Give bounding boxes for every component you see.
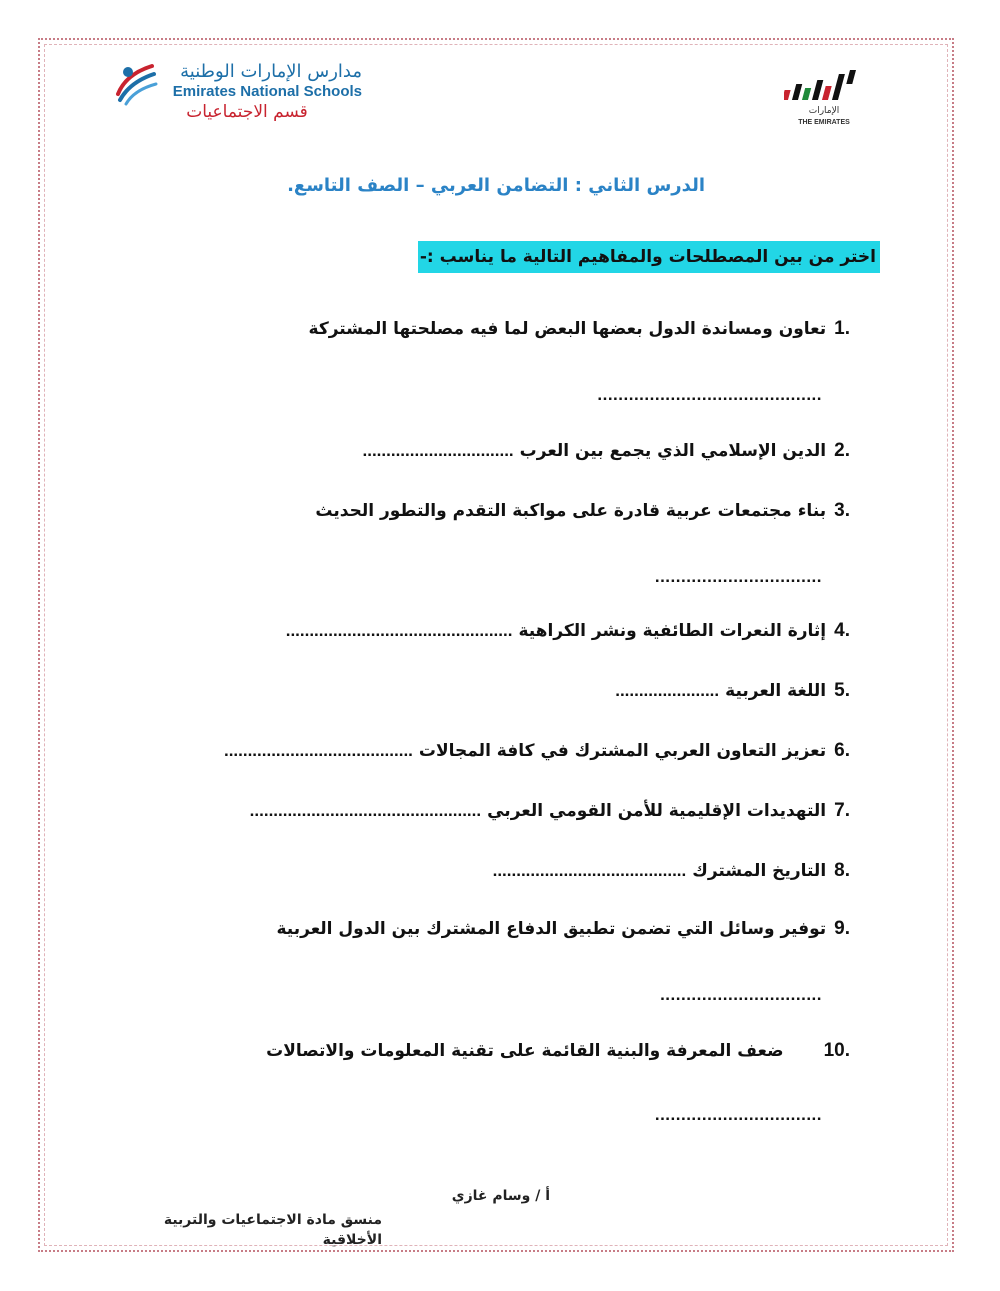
question-number: 9. xyxy=(834,918,850,939)
question-text: بناء مجتمعات عربية قادرة على مواكبة التقدم والتطور الحديث xyxy=(315,501,827,521)
answer-blank-2[interactable]: ................................ xyxy=(362,441,514,460)
department-name: قسم الاجتماعيات xyxy=(186,102,308,122)
emirates-english-label: THE EMIRATES xyxy=(798,119,850,126)
question-text: إثارة النعرات الطائفية ونشر الكراهية xyxy=(518,621,827,641)
answer-blank-9[interactable]: ............................... xyxy=(660,985,822,1004)
school-logo xyxy=(112,60,362,130)
lesson-title: الدرس الثاني : التضامن العربي – الصف التاسع. xyxy=(287,175,705,196)
instruction-banner: اختر من بين المصطلحات والمفاهيم التالية ما يناسب :- xyxy=(418,241,880,273)
question-number: 6. xyxy=(834,740,850,761)
question-9 xyxy=(276,914,850,944)
question-10 xyxy=(266,1036,850,1066)
answer-blank-8[interactable]: ......................................... xyxy=(492,861,687,880)
question-text: التاريخ المشترك xyxy=(692,861,827,881)
question-5 xyxy=(615,676,850,706)
school-name-english: Emirates National Schools xyxy=(172,83,362,100)
answer-blank-1[interactable]: ........................................... xyxy=(597,385,822,404)
question-text: تعزيز التعاون العربي المشترك في كافة المجالات xyxy=(418,741,827,761)
question-text: الدين الإسلامي الذي يجمع بين العرب xyxy=(519,441,827,461)
question-3 xyxy=(315,496,850,526)
emirates-flag-bars-icon xyxy=(784,70,864,104)
question-text: اللغة العربية xyxy=(725,681,827,701)
question-6 xyxy=(224,736,850,766)
emirates-arabic-label: الإمارات xyxy=(808,106,840,116)
question-text: توفير وسائل التي تضمن تطبيق الدفاع المشترك بين الدول العربية xyxy=(276,919,827,939)
answer-blank-6[interactable]: ........................................ xyxy=(223,741,413,760)
question-2 xyxy=(363,436,850,466)
question-text: ضعف المعرفة والبنية القائمة على تقنية المعلومات والاتصالات xyxy=(266,1041,784,1061)
answer-blank-5[interactable]: ...................... xyxy=(615,681,720,700)
question-text: التهديدات الإقليمية للأمن القومي العربي xyxy=(487,801,827,821)
answer-blank-7[interactable]: ................................................. xyxy=(249,801,482,820)
question-number: 8. xyxy=(834,860,850,881)
question-number: 7. xyxy=(834,800,850,821)
coordinator-title: منسق مادة الاجتماعيات والتربية الأخلاقية xyxy=(163,1212,382,1248)
school-name-arabic: مدارس الإمارات الوطنية xyxy=(180,61,362,82)
answer-blank-10[interactable]: ................................ xyxy=(654,1105,822,1124)
question-number: 3. xyxy=(834,500,850,521)
question-text: تعاون ومساندة الدول بعضها البعض لما فيه مصلحتها المشتركة xyxy=(308,319,827,339)
teacher-name: أ / وسام غازي xyxy=(451,1188,550,1204)
question-1 xyxy=(309,314,850,344)
question-number: 2. xyxy=(834,440,850,461)
question-7 xyxy=(250,796,850,826)
question-number: 5. xyxy=(834,680,850,701)
question-4 xyxy=(286,616,850,646)
emirates-logo xyxy=(784,70,864,130)
answer-blank-3[interactable]: ................................ xyxy=(654,567,822,586)
answer-blank-4[interactable]: ................................................ xyxy=(285,621,513,640)
question-number: 1. xyxy=(834,318,850,339)
question-8 xyxy=(493,856,850,886)
question-number: 10. xyxy=(823,1040,850,1061)
question-number: 4. xyxy=(834,620,850,641)
